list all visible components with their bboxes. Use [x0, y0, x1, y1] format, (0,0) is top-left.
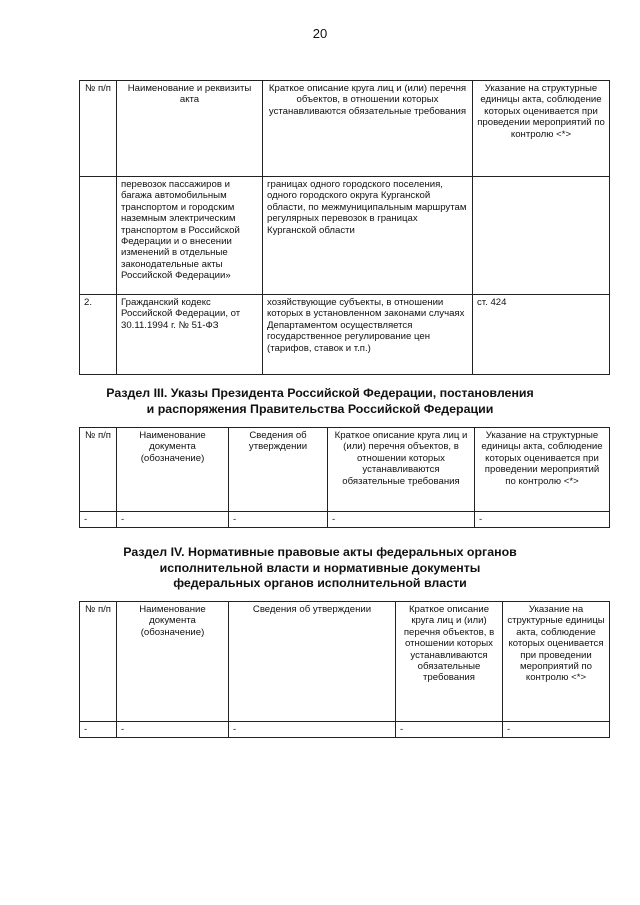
- page-number: 20: [312, 26, 328, 41]
- section-4-table: [79, 601, 610, 738]
- section-3-title-line: Раздел III. Указы Президента Российской Федерации, постановления: [106, 386, 534, 400]
- header-cell-structural-units: Указание на структурные единицы акта, соблюдение которых оценивается при проведении мероприятий по контролю <*>: [473, 81, 610, 177]
- requirements-table-continued: [79, 80, 610, 375]
- table-cell: -: [80, 722, 117, 738]
- table-cell: хозяйствующие субъекты, в отношении которых в установленном законами случаях Департаментом осуществляется государственное регулирование цен (тарифов, ставок и т.п.): [263, 295, 473, 375]
- table-cell: -: [328, 512, 475, 528]
- header-cell-number: № п/п: [80, 81, 117, 177]
- header-cell-approval: Сведения об утверждении: [229, 602, 396, 722]
- table-cell: -: [503, 722, 610, 738]
- header-cell-approval: Сведения об утверждении: [229, 428, 328, 512]
- table-cell: -: [80, 512, 117, 528]
- section-4-title-line: федеральных органов исполнительной власти: [173, 576, 467, 590]
- section-4-title-line: исполнительной власти и нормативные документы: [159, 560, 481, 575]
- header-cell-number: № п/п: [80, 428, 117, 512]
- table-row: [80, 512, 610, 528]
- table-cell: -: [117, 722, 229, 738]
- table-row: [80, 177, 610, 295]
- table-cell: перевозок пассажиров и багажа автомобильным транспортом и городским наземным электрическим транспортом в Российской Федерации и о внесении изменений в отдельные законодательные акты Российской Федерации»: [117, 177, 263, 295]
- header-cell-description: Краткое описание круга лиц и (или) перечня объектов, в отношении которых устанавливаются обязательные требования: [396, 602, 503, 722]
- header-cell-number: № п/п: [80, 602, 117, 722]
- table-cell: 2.: [80, 295, 117, 375]
- header-cell-description: Краткое описание круга лиц и (или) перечня объектов, в отношении которых устанавливаются обязательные требования: [328, 428, 475, 512]
- header-cell-description: Краткое описание круга лиц и (или) перечня объектов, в отношении которых устанавливаются обязательные требования: [263, 81, 473, 177]
- table-header-row: [80, 428, 610, 512]
- table-cell: [473, 177, 610, 295]
- section-4-title: [0, 545, 640, 592]
- table-row: [80, 295, 610, 375]
- header-cell-structural-units: Указание на структурные единицы акта, соблюдение которых оценивается при проведении мероприятий по контролю <*>: [503, 602, 610, 722]
- table-cell: Гражданский кодекс Российской Федерации, от 30.11.1994 г. № 51-ФЗ: [117, 295, 263, 375]
- header-cell-document-name: Наименование документа (обозначение): [117, 602, 229, 722]
- section-3-title-line: и распоряжения Правительства Российской Федерации: [146, 401, 494, 416]
- header-cell-act-name: Наименование и реквизиты акта: [117, 81, 263, 177]
- section-3-table: [79, 427, 610, 528]
- table-cell: -: [396, 722, 503, 738]
- header-cell-document-name: Наименование документа (обозначение): [117, 428, 229, 512]
- section-3-title: [0, 386, 640, 417]
- header-cell-structural-units: Указание на структурные единицы акта, соблюдение которых оценивается при проведении мероприятий по контролю <*>: [475, 428, 610, 512]
- table-cell: -: [229, 512, 328, 528]
- table-cell: -: [117, 512, 229, 528]
- table-cell: -: [475, 512, 610, 528]
- table-row: [80, 722, 610, 738]
- section-4-title-line: Раздел IV. Нормативные правовые акты федеральных органов: [123, 545, 517, 559]
- table-header-row: [80, 81, 610, 177]
- table-cell: границах одного городского поселения, одного городского округа Курганской области, по межмуниципальным маршрутам регулярных перевозок в границах Курганской области: [263, 177, 473, 295]
- table-cell: ст. 424: [473, 295, 610, 375]
- table-cell: [80, 177, 117, 295]
- table-cell: -: [229, 722, 396, 738]
- table-header-row: [80, 602, 610, 722]
